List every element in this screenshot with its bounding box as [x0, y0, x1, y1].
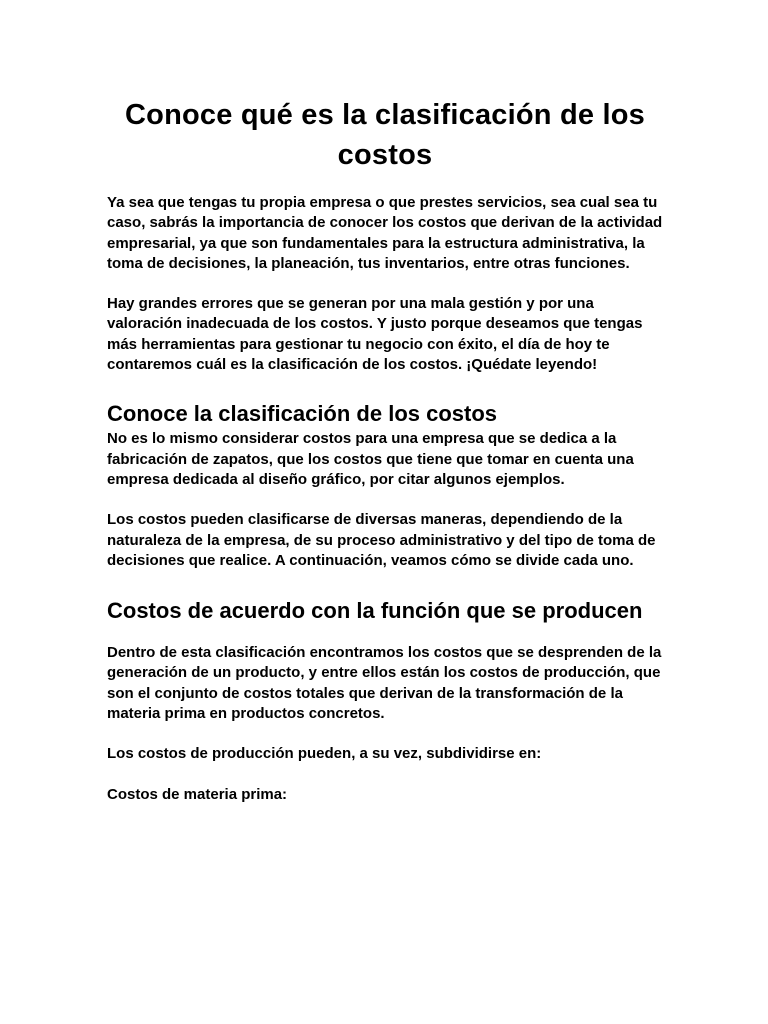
section-heading-funcion: Costos de acuerdo con la función que se producen — [107, 598, 643, 624]
section-2-paragraph-3: Costos de materia prima: — [107, 785, 288, 803]
section-2-paragraph-2: Los costos de producción pueden, a su vez, subdividirse en: — [107, 745, 542, 763]
intro-paragraph-1: Ya sea que tengas tu propia empresa o que prestes servicios, sea cual sea tu caso, sabrás la importancia de conocer los costos que derivan de la actividad empresarial, ya que son fundamentales para la estructura administrativa, la toma de decisiones, la planeación, tus inventarios, entre otras funciones. — [107, 194, 663, 272]
intro-paragraph-2: Hay grandes errores que se generan por una mala gestión y por una valoración inadecuada de los costos. Y justo porque deseamos que tengas más herramientas para gestionar tu negocio con éxito, el día de hoy te contaremos cuál es la clasificación de los costos. ¡Quédate leyendo! — [107, 295, 643, 374]
section-1-paragraph-2: Los costos pueden clasificarse de diversas maneras, dependiendo de la naturaleza de la empresa, de su proceso administrativo y del tipo de toma de decisiones que realice. A continuación, veamos cómo se divide cada uno. — [107, 511, 656, 569]
section-2-paragraph-1: Dentro de esta clasificación encontramos los costos que se desprenden de la generación de un producto, y entre ellos están los costos de producción, que son el conjunto de costos totales que derivan de la transformación de la materia prima en productos concretos. — [107, 644, 662, 723]
document-page — [107, 95, 663, 805]
page-title: Conoce qué es la clasificación de los costos — [125, 99, 645, 171]
section-1-paragraph-1: No es lo mismo considerar costos para una empresa que se dedica a la fabricación de zapatos, que los costos que tiene que tomar en cuenta una empresa dedicada al diseño gráfico, por citar algunos ejemplos. — [107, 430, 634, 488]
section-heading-clasificacion: Conoce la clasificación de los costos — [107, 401, 498, 427]
